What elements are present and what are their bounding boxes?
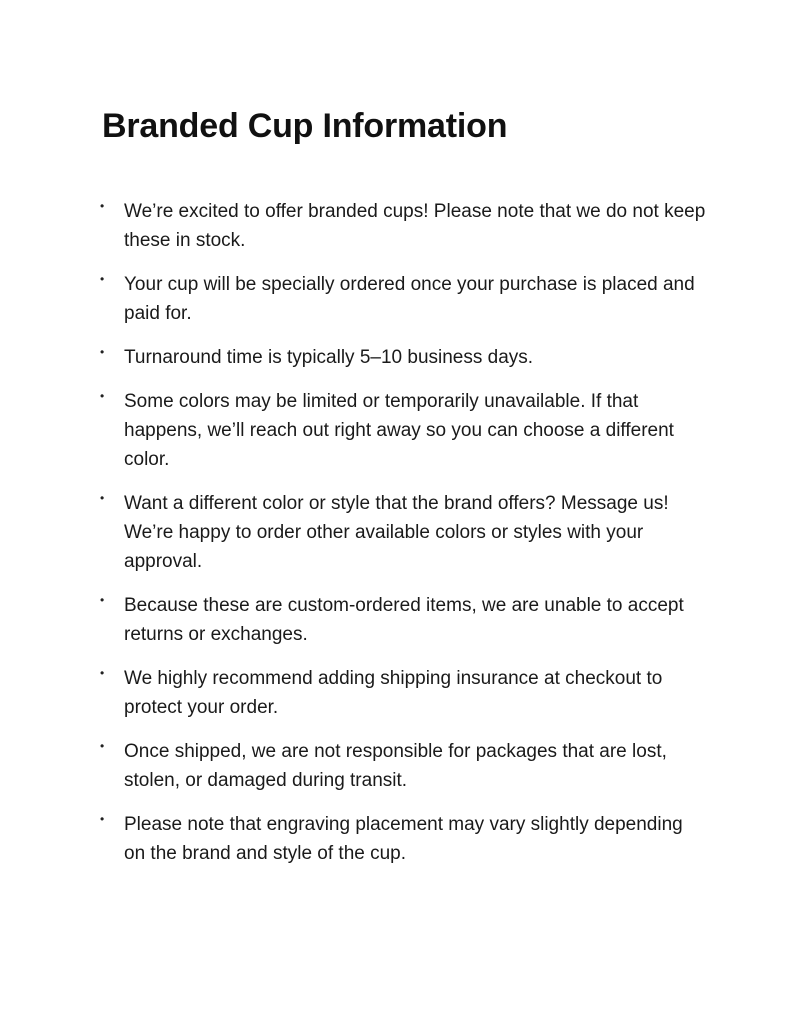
page-title: Branded Cup Information — [102, 107, 508, 145]
list-item-text: Because these are custom-ordered items, we are unable to accept returns or exchanges. — [124, 595, 684, 645]
bullet-marker: • — [100, 739, 105, 753]
list-item-text: Once shipped, we are not responsible for packages that are lost, stolen, or damaged during transit. — [124, 741, 667, 791]
list-item — [96, 591, 706, 649]
list-item — [96, 810, 706, 868]
list-item-text: We’re excited to offer branded cups! Please note that we do not keep these in stock. — [124, 201, 706, 251]
list-item-text: Some colors may be limited or temporarily unavailable. If that happens, we’ll reach out right away so you can choose a different color. — [124, 391, 674, 470]
list-item — [96, 664, 706, 722]
list-item — [96, 489, 706, 576]
bullet-marker: • — [100, 199, 105, 213]
list-item-text: Turnaround time is typically 5–10 business days. — [124, 347, 534, 368]
info-bullet-list — [96, 197, 706, 883]
list-item-text: Want a different color or style that the brand offers? Message us! We’re happy to order other available colors or styles with your approval. — [124, 493, 669, 572]
list-item — [96, 343, 706, 372]
list-item-text: Please note that engraving placement may vary slightly depending on the brand and style of the cup. — [124, 814, 683, 864]
list-item-text: Your cup will be specially ordered once your purchase is placed and paid for. — [124, 274, 695, 324]
list-item-text: We highly recommend adding shipping insurance at checkout to protect your order. — [124, 668, 663, 718]
list-item — [96, 387, 706, 474]
bullet-marker: • — [100, 272, 105, 286]
bullet-marker: • — [100, 345, 105, 359]
bullet-marker: • — [100, 593, 105, 607]
list-item — [96, 197, 706, 255]
bullet-marker: • — [100, 666, 105, 680]
list-item — [96, 737, 706, 795]
list-item — [96, 270, 706, 328]
bullet-marker: • — [100, 389, 105, 403]
bullet-marker: • — [100, 812, 105, 826]
bullet-marker: • — [100, 491, 105, 505]
